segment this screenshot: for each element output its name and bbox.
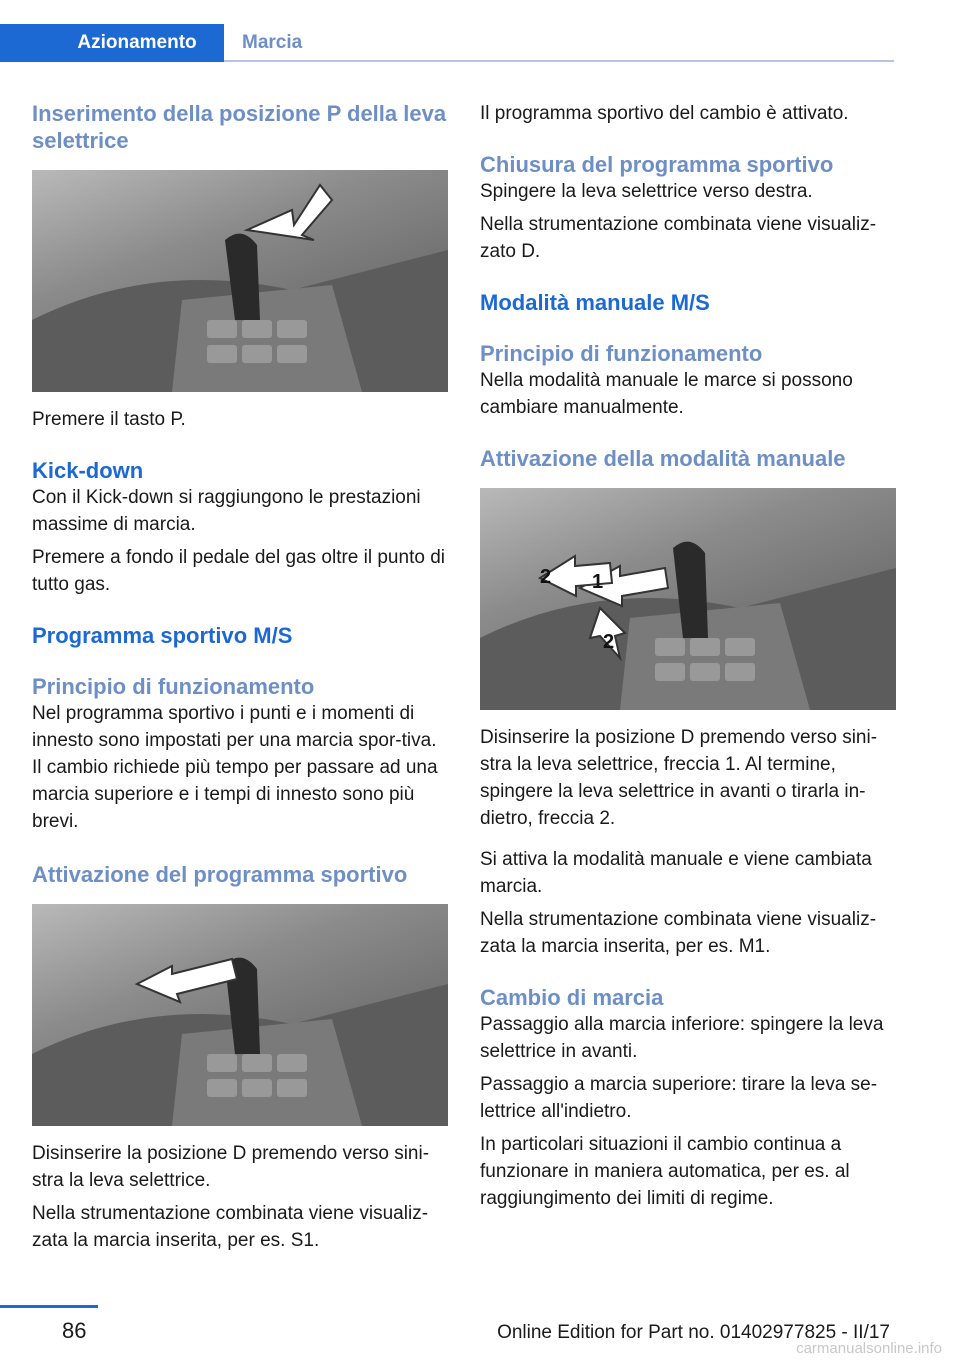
heading-principio-sport: Principio di funzionamento [32,674,315,699]
top-navigation [0,0,960,64]
edition-note: Online Edition for Part no. 01402977825 - II/17 [497,1322,890,1343]
heading-modalita-manuale: Modalità manuale M/S [480,290,710,315]
left-column [32,100,448,1254]
footer-divider [0,1305,98,1308]
right-column [480,100,896,1212]
tab-marcia[interactable]: Marcia [242,32,303,53]
text-marcia-inferiore: Passaggio alla marcia inferiore: spingere la leva selettrice in avanti. [480,1014,884,1062]
heading-attivazione-sport: Attivazione del programma sportivo [32,862,408,887]
page-number: 86 [62,1318,87,1343]
arrow-label-1: 1 [592,571,604,593]
heading-chiusura: Chiusura del programma sportivo [480,152,834,177]
text-principio-manuale: Nella modalità manuale le marce si possono cambiare manualmente. [480,370,853,418]
text-marcia-superiore: Passaggio a marcia superiore: tirare la leva se‐lettrice all'indietro. [480,1074,878,1122]
heading-inserimento-p: Inserimento della posizione P della leva selettrice [32,101,447,153]
gear-lever-image-p-button [32,170,448,392]
text-disinserire-manuale: Disinserire la posizione D premendo verso sini‐stra la leva selettrice, freccia 1. Al termine, spingere la leva selettrice in avanti o tirarla in‐dietro, freccia 2. [480,727,878,829]
gear-lever-image-manual [480,488,896,710]
text-chiusura-1: Spingere la leva selettrice verso destra. [480,181,813,202]
heading-attivazione-manuale: Attivazione della modalità manuale [480,446,846,471]
text-chiusura-2: Nella strumentazione combinata viene visualiz‐zato D. [480,214,877,262]
text-principio-sport: Nel programma sportivo i punti e i momenti di innesto sono impostati per una marcia spor‐tiva. Il cambio richiede più tempo per passare ad una marcia superiore e i tempi di innesto sono più brevi. [32,703,438,832]
text-strumentazione-m1: Nella strumentazione combinata viene visualiz‐zata la marcia inserita, per es. M1. [480,909,877,957]
watermark: carmanualsonline.info [796,1340,942,1357]
text-attiva-manuale: Si attiva la modalità manuale e viene cambiata marcia. [480,849,872,897]
heading-principio-manuale: Principio di funzionamento [480,341,763,366]
header-divider [224,60,894,62]
text-kick-1: Con il Kick-down si raggiungono le prestazioni massime di marcia. [32,487,421,535]
text-programma-attivato: Il programma sportivo del cambio è attivato. [480,103,849,124]
text-disinserire-sport: Disinserire la posizione D premendo verso sini‐stra la leva selettrice. [32,1143,430,1191]
arrow-label-2-down: 2 [603,631,615,653]
text-automatico: In particolari situazioni il cambio continua a funzionare in maniera automatica, per es. al raggiungimento dei limiti di regime. [480,1134,850,1209]
text-premere-tasto: Premere il tasto P. [32,409,186,430]
heading-programma-sportivo: Programma sportivo M/S [32,623,293,648]
heading-cambio-marcia: Cambio di marcia [480,985,664,1010]
text-kick-2: Premere a fondo il pedale del gas oltre il punto di tutto gas. [32,547,445,595]
tab-azionamento[interactable]: Azionamento [0,24,224,62]
gear-lever-image-sport [32,904,448,1126]
heading-kick-down: Kick-down [32,458,144,483]
text-strumentazione-s1: Nella strumentazione combinata viene visualiz‐zata la marcia inserita, per es. S1. [32,1203,429,1251]
arrow-label-2-left: 2 [540,566,552,588]
